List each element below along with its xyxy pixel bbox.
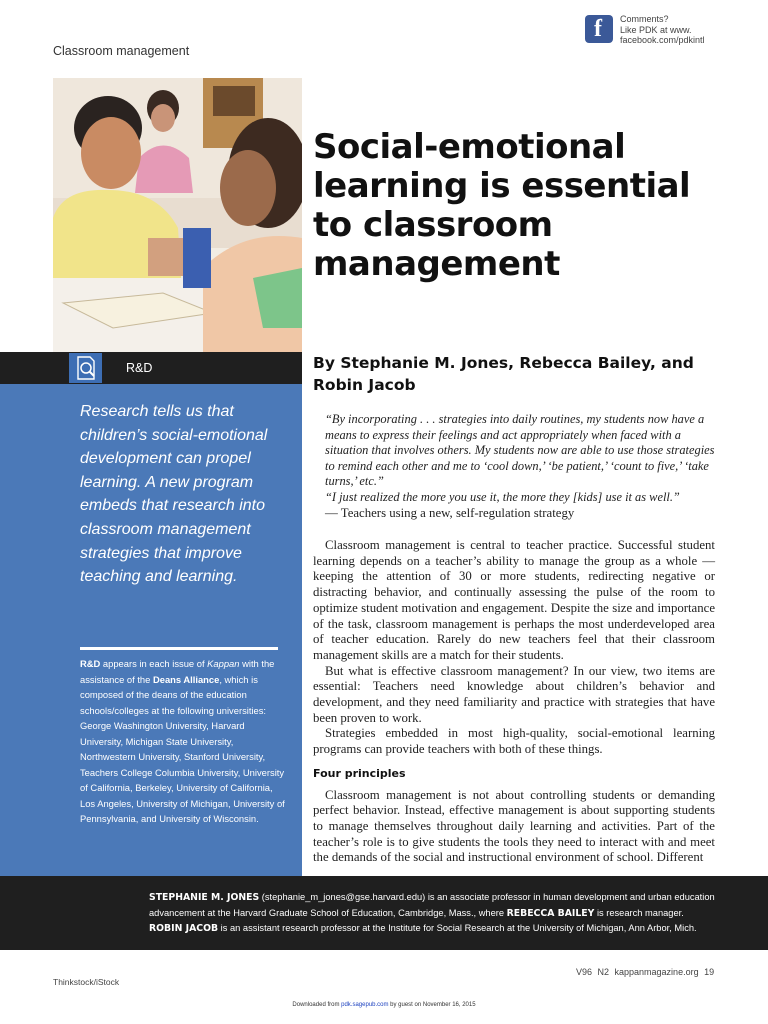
section-heading: Four principles: [313, 766, 406, 780]
body-paragraph: Classroom management is not about controlling students or demanding perfect behavior. Instead, effective management is about supporting students to manage themselves throughout daily learning and activities. Part of the teacher’s role is to give students the tools they need to interact with and meet the demands of the social and instructional environment of school. Different: [313, 787, 715, 865]
body-paragraph: Classroom management is central to teacher practice. Successful student learning depends on a teacher’s ability to manage the group as a whole — keeping the attention of 30 or more students, redirecting negative or distracting behavior, and continually assessing the pulse of the room to optimize student motivation and engagement. Despite the size and importance of the task, classroom management is perhaps the most underdeveloped area of teacher education. Rarely do new teachers feel that their classroom management skills are a match for their students.: [313, 538, 715, 662]
sidebar-lead-text: Research tells us that children’s social-emotional development can propel learning. A new program embeds that research into classroom management strategies that improve teaching and learning.: [80, 403, 268, 586]
download-prefix: Downloaded from: [292, 1002, 342, 1008]
facebook-icon[interactable]: [585, 15, 613, 43]
classroom-photo: [53, 78, 302, 352]
rd-note-deans-alliance: Deans Alliance: [152, 673, 220, 685]
quote-attribution: — Teachers using a new, self-regulation strategy: [325, 506, 575, 520]
body-paragraph: But what is effective classroom management? In our view, two items are essential: Teachers need knowledge about children’s behavior and development, and they need familiarity and practice with strategies that have been proven to work.: [313, 663, 715, 725]
article-body: [313, 538, 715, 866]
author-name: STEPHANIE M. JONES: [149, 892, 260, 903]
facebook-glyph: f: [594, 16, 602, 42]
rd-note-kappan: Kappan: [207, 658, 240, 669]
magnifier-document-icon: [69, 353, 102, 383]
author-name: REBECCA BAILEY: [506, 907, 595, 919]
facebook-line: Comments?: [620, 14, 669, 24]
rd-section-tag: R&D: [126, 361, 153, 375]
rd-note-text: with the assistance of the: [80, 658, 275, 685]
facebook-line[interactable]: facebook.com/pdkintl: [620, 35, 705, 45]
rd-note-text: , which is composed of the deans of the education schools/colleges at the following universities: George Washington University, Harvard University, Michigan State University, Northwestern University, Stanford University, Teachers College Columbia University, University of California, Berkeley, University of California, Los Angeles, University of Michigan, University of Pennsylvania, and University of Wisconsin.: [80, 673, 285, 824]
facebook-line: Like PDK at www.: [620, 24, 692, 35]
download-suffix: by guest on November 16, 2015: [388, 1002, 476, 1008]
rd-note-text: appears in each issue of: [100, 658, 208, 669]
facebook-comment-note: [620, 14, 760, 46]
article-byline: By Stephanie M. Jones, Rebecca Bailey, and Robin Jacob: [313, 354, 694, 394]
classroom-photo-illustration: [53, 78, 302, 352]
author-bio-text: is research manager.: [594, 907, 684, 918]
photo-credit: Thinkstock/iStock: [53, 977, 120, 987]
sidebar-divider: [80, 647, 278, 650]
section-label: Classroom management: [53, 44, 190, 58]
teacher-quote-2: “I just realized the more you use it, the more they [kids] use it as well.”: [325, 490, 680, 504]
page-info: V96 N2 kappanmagazine.org 19: [576, 967, 715, 977]
author-bio-text: (stephanie_m_jones@gse.harvard.edu) is an associate professor in human development and urban education advancement at the Harvard Graduate School of Education, Cambridge, Mass., where: [149, 892, 715, 918]
teacher-quote-1: “By incorporating . . . strategies into daily routines, my students now have a means to express their feelings and act appropriately when faced with a situation that involves others. My students now are able to use those strategies to remind each other and me to ‘cool down,’ ‘be patient,’ ‘count to five,’ ‘take turns,’ etc.”: [325, 412, 715, 488]
rd-note: [80, 656, 290, 827]
article-title: Social-emotional learning is essential to classroom management: [313, 127, 691, 284]
rd-note-tag: R&D: [80, 658, 101, 669]
author-bio-text: is an assistant research professor at the Institute for Social Research at the University of Michigan, Ann Arbor, Mich.: [218, 923, 697, 933]
body-paragraph: Strategies embedded in most high-quality, social-emotional learning programs can provide teachers with both of these things.: [313, 726, 715, 757]
author-bio: [149, 890, 719, 937]
download-notice: [0, 1002, 768, 1008]
author-name: ROBIN JACOB: [149, 923, 219, 934]
download-link[interactable]: pdk.sagepub.com: [341, 1002, 389, 1008]
